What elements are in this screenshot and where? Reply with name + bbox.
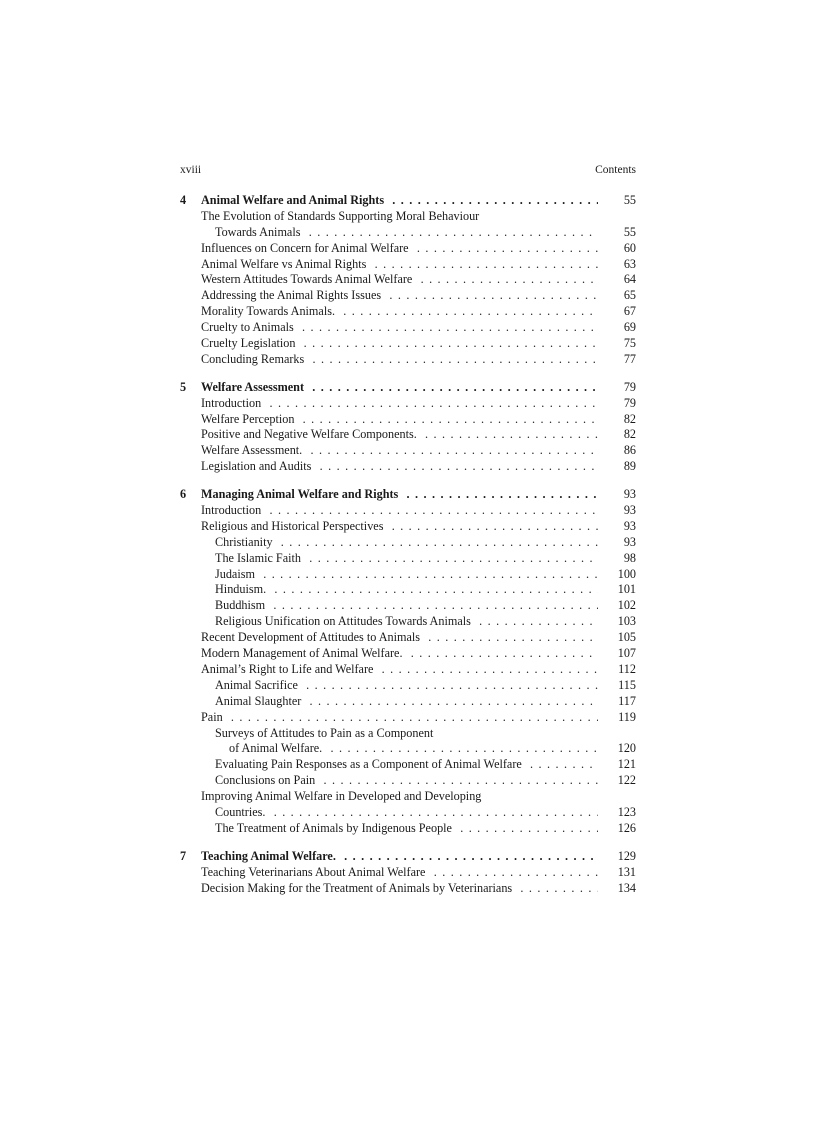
entry-title: Animal Sacrifice (215, 678, 302, 692)
entry-title: Welfare Assessment. (201, 443, 306, 457)
toc-entry[interactable] (180, 646, 636, 662)
toc-entry[interactable] (180, 225, 636, 241)
page-ref: 121 (617, 757, 636, 772)
chapter-heading[interactable] (180, 193, 636, 209)
page-ref: 98 (623, 550, 636, 565)
entry-title: Concluding Remarks (201, 352, 308, 366)
page-ref: 102 (617, 598, 636, 613)
page-ref: 105 (617, 630, 636, 645)
toc-entry[interactable] (180, 209, 636, 225)
page-ref: 89 (623, 459, 636, 474)
page-ref: 69 (623, 320, 636, 335)
page-ref: 107 (617, 646, 636, 661)
chapter-heading[interactable] (180, 380, 636, 396)
page-ref: 129 (617, 848, 636, 863)
page-ref: 93 (623, 518, 636, 533)
entry-title: Pain (201, 710, 227, 724)
page-ref: 100 (617, 566, 636, 581)
entry-title: of Animal Welfare. (229, 741, 326, 755)
running-header (180, 164, 636, 178)
entry-title: Religious Unification on Attitudes Towards Animals (215, 614, 475, 628)
toc-entry[interactable] (180, 630, 636, 646)
toc-entry[interactable] (180, 304, 636, 320)
chapter-heading[interactable] (180, 487, 636, 503)
entry-title: Introduction (201, 396, 265, 410)
page-ref: 55 (623, 193, 636, 207)
entry-title: Teaching Veterinarians About Animal Welfare (201, 865, 429, 879)
page-ref: 77 (623, 351, 636, 366)
page-ref: 122 (617, 773, 636, 788)
entry-title: Influences on Concern for Animal Welfare (201, 241, 413, 255)
page-ref: 93 (623, 487, 636, 502)
chapter-number: 5 (180, 379, 187, 394)
entry-title: Cruelty to Animals (201, 320, 298, 334)
entry-title: Judaism (215, 567, 259, 581)
page-ref: 126 (617, 820, 636, 835)
entry-title: Recent Development of Attitudes to Animals (201, 630, 424, 644)
page-ref: 82 (623, 427, 636, 442)
toc-entry[interactable] (180, 773, 636, 789)
page-ref: 93 (623, 503, 636, 518)
page-ref: 79 (623, 395, 636, 410)
page-ref: 67 (623, 304, 636, 319)
entry-title: Towards Animals (215, 225, 304, 239)
entry-title: Positive and Negative Welfare Components. (201, 427, 421, 441)
page-ref: 117 (618, 693, 636, 708)
toc-entry[interactable] (180, 288, 636, 304)
page-ref: 65 (623, 288, 636, 303)
toc-entry[interactable] (180, 459, 636, 475)
chapter-number: 4 (180, 193, 187, 207)
toc-entry[interactable] (180, 503, 636, 519)
page-ref: 64 (623, 272, 636, 287)
entry-title: Welfare Perception (201, 412, 298, 426)
entry-title: Addressing the Animal Rights Issues (201, 288, 385, 302)
page-ref: 79 (623, 379, 636, 394)
toc-entry[interactable] (180, 336, 636, 352)
toc-entry[interactable] (180, 805, 636, 821)
chapter-title: Teaching Animal Welfare. (201, 849, 340, 863)
entry-title: Animal’s Right to Life and Welfare (201, 662, 377, 676)
entry-title: The Treatment of Animals by Indigenous People (215, 821, 456, 835)
chapter-7 (180, 849, 636, 897)
page-ref: 60 (623, 240, 636, 255)
page-ref: 101 (617, 582, 636, 597)
toc-entry[interactable] (180, 710, 636, 726)
page-ref: 86 (623, 443, 636, 458)
entry-title: Christianity (215, 535, 277, 549)
running-title: Contents (595, 164, 636, 176)
toc-entry[interactable] (180, 582, 636, 598)
page-ref: 131 (617, 864, 636, 879)
entry-title: Morality Towards Animals. (201, 304, 339, 318)
toc-entry[interactable] (180, 272, 636, 288)
page-ref: 123 (617, 804, 636, 819)
toc-entry[interactable] (180, 678, 636, 694)
toc-entry[interactable] (180, 741, 636, 757)
toc-entry[interactable] (180, 412, 636, 428)
toc-entry[interactable] (180, 757, 636, 773)
page-ref: 93 (623, 534, 636, 549)
page-ref: 120 (617, 741, 636, 756)
toc-entry[interactable] (180, 320, 636, 336)
toc-entry[interactable] (180, 598, 636, 614)
entry-title: Animal Slaughter (215, 694, 305, 708)
entry-title: Western Attitudes Towards Animal Welfare (201, 272, 416, 286)
chapter-heading[interactable] (180, 849, 636, 865)
entry-title: Legislation and Audits (201, 459, 315, 473)
toc-entry[interactable] (180, 881, 636, 897)
toc-entry[interactable] (180, 257, 636, 273)
page-ref: 75 (623, 336, 636, 351)
toc-entry[interactable] (180, 241, 636, 257)
entry-title: Religious and Historical Perspectives (201, 519, 387, 533)
toc-entry[interactable] (180, 789, 636, 805)
entry-title: Evaluating Pain Responses as a Component of Animal Welfare (215, 757, 526, 771)
chapter-number: 7 (180, 848, 187, 863)
page-number: xviii (180, 164, 202, 176)
entry-title: Countries. (215, 805, 269, 819)
page-ref: 103 (617, 614, 636, 629)
toc-entry[interactable] (180, 614, 636, 630)
table-of-contents (180, 193, 636, 908)
chapter-title: Managing Animal Welfare and Rights (201, 487, 402, 501)
entry-title: Cruelty Legislation (201, 336, 299, 350)
toc-entry[interactable] (180, 662, 636, 678)
entry-title: Introduction (201, 503, 265, 517)
entry-title: The Evolution of Standards Supporting Moral Behaviour (201, 209, 483, 223)
entry-title: Surveys of Attitudes to Pain as a Component (215, 726, 437, 740)
entry-title: Conclusions on Pain (215, 773, 319, 787)
page-ref: 82 (623, 411, 636, 426)
toc-entry[interactable] (180, 427, 636, 443)
entry-title: Decision Making for the Treatment of Animals by Veterinarians (201, 881, 516, 895)
page-ref: 134 (617, 880, 636, 895)
toc-entry[interactable] (180, 821, 636, 837)
page-ref: 115 (618, 677, 636, 692)
chapter-number: 6 (180, 487, 187, 502)
page-ref: 63 (623, 256, 636, 271)
entry-title: Improving Animal Welfare in Developed and Developing (201, 789, 485, 803)
entry-title: Buddhism (215, 598, 269, 612)
chapter-4 (180, 193, 636, 368)
toc-entry[interactable] (180, 396, 636, 412)
toc-entry[interactable] (180, 519, 636, 535)
toc-entry[interactable] (180, 551, 636, 567)
chapter-title: Welfare Assessment (201, 380, 308, 394)
page-ref: 112 (618, 661, 636, 676)
entry-title: Modern Management of Animal Welfare. (201, 646, 407, 660)
page-ref: 119 (618, 709, 636, 724)
toc-entry[interactable] (180, 535, 636, 551)
toc-entry[interactable] (180, 567, 636, 583)
entry-title: Hinduism. (215, 582, 270, 596)
toc-entry[interactable] (180, 726, 636, 742)
entry-title: The Islamic Faith (215, 551, 305, 565)
toc-entry[interactable] (180, 443, 636, 459)
chapter-title: Animal Welfare and Animal Rights (201, 193, 388, 207)
chapter-5 (180, 380, 636, 475)
page-ref: 55 (623, 224, 636, 239)
toc-entry[interactable] (180, 865, 636, 881)
chapter-6 (180, 487, 636, 837)
toc-entry[interactable] (180, 352, 636, 368)
toc-entry[interactable] (180, 694, 636, 710)
entry-title: Animal Welfare vs Animal Rights (201, 257, 370, 271)
